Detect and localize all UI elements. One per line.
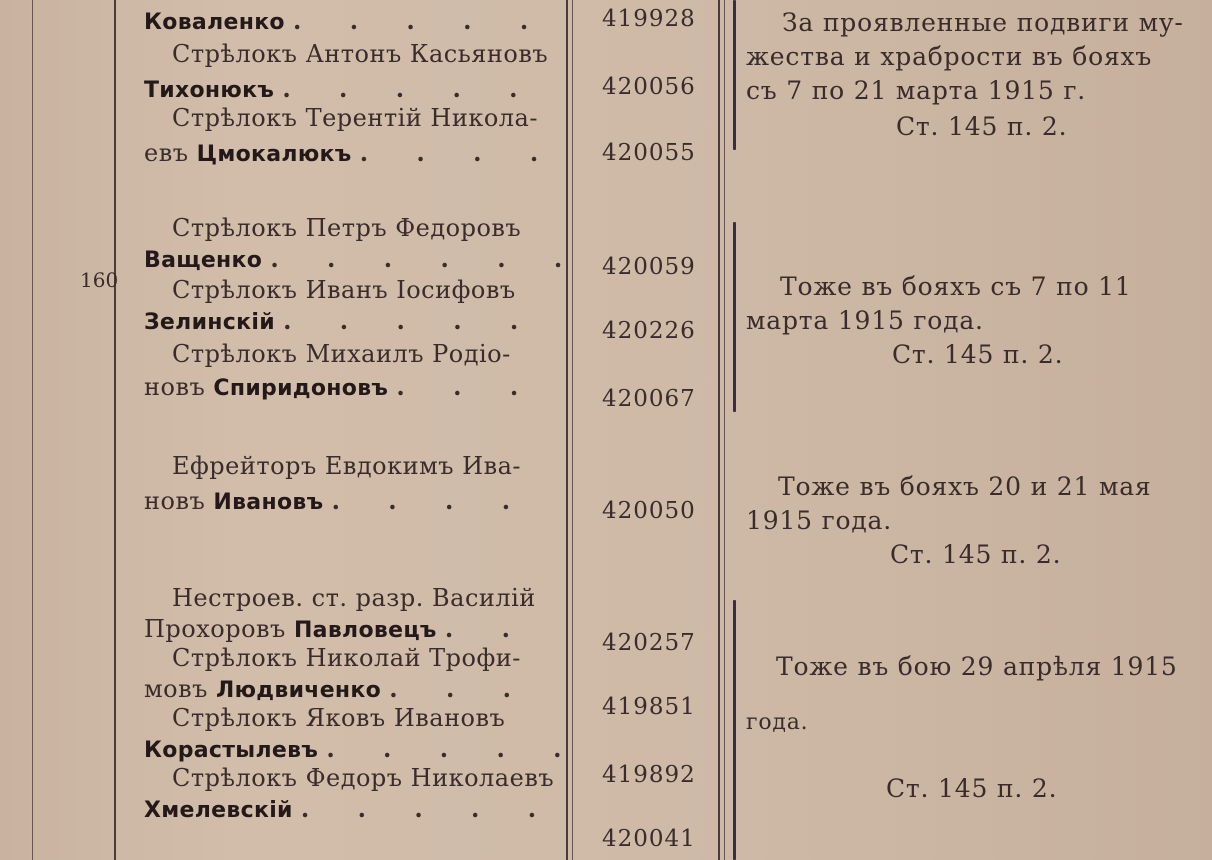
leader-dots: . . . . bbox=[331, 486, 531, 515]
patronymic-ending: евъ bbox=[144, 139, 189, 167]
page-number: 160 bbox=[80, 268, 119, 292]
medal-number: 420257 bbox=[602, 630, 696, 656]
statute-article: Ст. 145 п. 2. bbox=[896, 112, 1068, 141]
medal-number: 420056 bbox=[602, 74, 696, 100]
surname: Ващенко bbox=[144, 248, 263, 273]
leader-dots: . . . . . bbox=[282, 74, 538, 103]
column-rule-name-left bbox=[114, 0, 116, 860]
column-rule-name-right bbox=[566, 0, 568, 860]
award-reason: съ 7 по 21 марта 1915 г. bbox=[746, 76, 1086, 105]
surname: Спиридоновъ bbox=[213, 376, 389, 401]
medal-number: 420050 bbox=[602, 498, 696, 524]
column-rule-left bbox=[32, 0, 33, 860]
medal-number: 420041 bbox=[602, 826, 696, 852]
surname: Хмелевскій bbox=[144, 798, 293, 823]
statute-article: Ст. 145 п. 2. bbox=[886, 774, 1058, 803]
rank-name: Нестроев. ст. разр. Василій bbox=[172, 584, 536, 612]
medal-number: 420059 bbox=[602, 254, 696, 280]
surname: Корастылевъ bbox=[144, 738, 319, 763]
statute-article: Ст. 145 п. 2. bbox=[890, 540, 1062, 569]
surname: Зелинскій bbox=[144, 310, 275, 335]
surname: Цмокалюкъ bbox=[196, 142, 352, 167]
patronymic-ending: новъ bbox=[144, 373, 206, 401]
rank-name: Стрѣлокъ Михаилъ Родіо- bbox=[172, 340, 511, 368]
award-reason: марта 1915 года. bbox=[746, 306, 984, 335]
patronymic-ending: новъ bbox=[144, 487, 206, 515]
group-brace bbox=[733, 0, 736, 150]
column-rule-name-right-2 bbox=[572, 0, 573, 860]
leader-dots: . . . . bbox=[359, 138, 559, 167]
medal-number: 420067 bbox=[602, 386, 696, 412]
award-reason: За проявленные подвиги му- bbox=[782, 8, 1184, 37]
rank-name: Стрѣлокъ Антонъ Касьяновъ bbox=[172, 40, 549, 68]
medal-number: 420226 bbox=[602, 318, 696, 344]
award-reason: Тоже въ бояхъ 20 и 21 мая bbox=[778, 472, 1152, 501]
rank-name: Стрѣлокъ Терентій Никола- bbox=[172, 104, 538, 132]
statute-article: Ст. 145 п. 2. bbox=[892, 340, 1064, 369]
group-brace bbox=[733, 222, 736, 412]
patronymic-ending: Прохоровъ bbox=[144, 615, 286, 643]
surname: Коваленко bbox=[144, 10, 285, 35]
award-reason: года. bbox=[746, 710, 809, 735]
rank-name: Стрѣлокъ Петръ Федоровъ bbox=[172, 214, 522, 242]
leader-dots: . . . . . bbox=[300, 794, 557, 823]
rank-name: Ефрейторъ Евдокимъ Ива- bbox=[172, 452, 522, 480]
surname: Ивановъ bbox=[213, 490, 324, 515]
award-reason: Тоже въ бояхъ съ 7 по 11 bbox=[780, 272, 1132, 301]
rank-name: Стрѣлокъ Федоръ Николаевъ bbox=[172, 764, 555, 792]
rank-name: Стрѣлокъ Иванъ Іосифовъ bbox=[172, 276, 516, 304]
rank-name: Стрѣлокъ Николай Трофи- bbox=[172, 644, 521, 672]
column-rule-number-right-2 bbox=[724, 0, 725, 860]
leader-dots: . . . . . bbox=[326, 734, 582, 763]
award-reason: 1915 года. bbox=[746, 506, 892, 535]
column-rule-number-right bbox=[718, 0, 720, 860]
leader-dots: . . bbox=[444, 614, 530, 643]
award-reason: жества и храбрости въ бояхъ bbox=[746, 42, 1153, 71]
leader-dots: . . . . . . bbox=[270, 244, 583, 273]
medal-number: 420055 bbox=[602, 140, 696, 166]
medal-number: 419851 bbox=[602, 694, 696, 720]
rank-name: Стрѣлокъ Яковъ Ивановъ bbox=[172, 704, 506, 732]
medal-number: 419892 bbox=[602, 762, 696, 788]
medal-number: 419928 bbox=[602, 6, 696, 32]
leader-dots: . . . . . bbox=[293, 6, 549, 35]
leader-dots: . . . bbox=[389, 674, 532, 703]
surname: Павловецъ bbox=[293, 618, 437, 643]
group-brace bbox=[733, 600, 736, 860]
patronymic-ending: мовъ bbox=[144, 675, 208, 703]
surname: Людвиченко bbox=[216, 678, 382, 703]
leader-dots: . . . . . bbox=[283, 306, 539, 335]
surname: Тихонюкъ bbox=[144, 78, 275, 103]
award-reason: Тоже въ бою 29 апрѣля 1915 bbox=[776, 652, 1178, 681]
leader-dots: . . . bbox=[396, 372, 539, 401]
